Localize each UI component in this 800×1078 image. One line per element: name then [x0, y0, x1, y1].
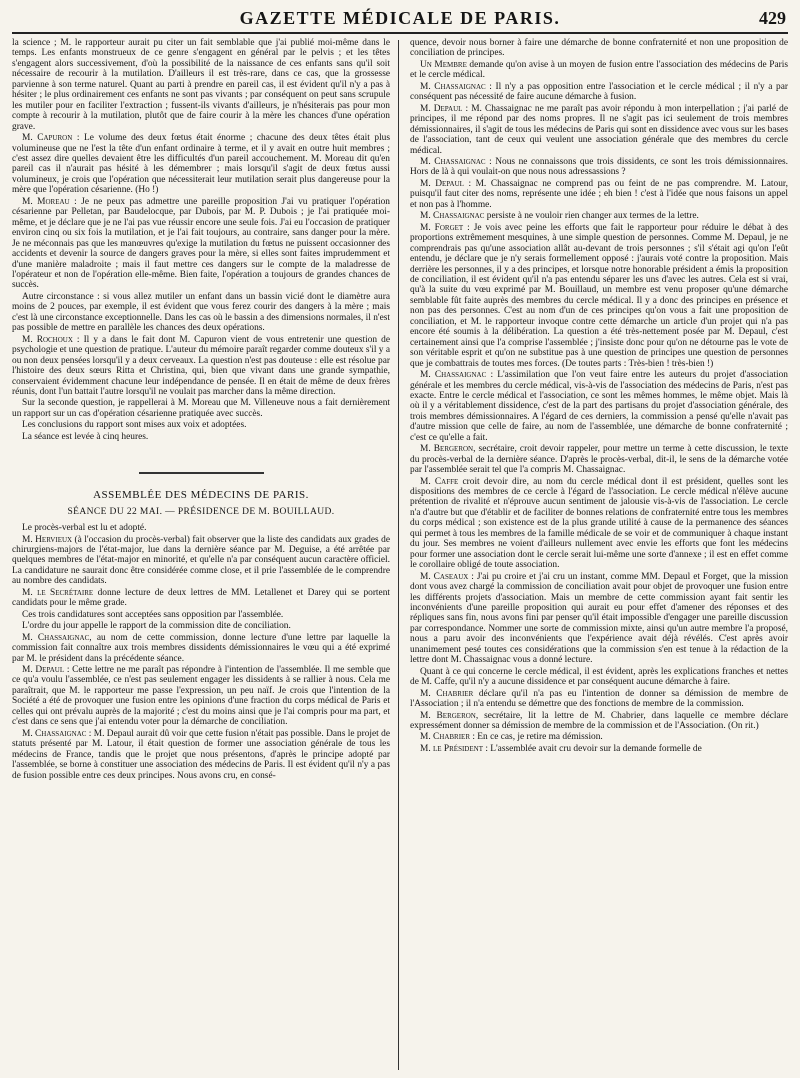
paragraph: la science ; M. le rapporteur aurait pu citer un fait semblable que j'ai publié moi-même dans le temps. Les enfants monstrueux de ce genre s'engagent en général par le pelvis ; et les têtes s'engagent alors successivement, d'où la possibilité de la naissance de ces enfants sans qu'il soit nécessaire de recourir à la mutilation. D'ailleurs il est très-rare, dans ce cas, que la grossesse parvienne à son terme naturel. Quant au parti à prendre en pareil cas, il est évident qu'il n'y a pas à hésiter ; le plus ordinairement ces enfants ne sont pas vivants ; par conséquent on peut sans scrupule les mutiler pour en faciliter l'extraction ; fussent-ils vivants d'ailleurs, je n'hésiterais pas pour mon compte à recourir à la mutilation, plutôt que de faire courir à la mère les chances d'une opération grave. [12, 38, 390, 132]
speaker-name: M. Chassaignac [420, 156, 486, 167]
speaker-name: M. Moreau [22, 196, 70, 207]
paragraph: Sur la seconde question, je rappellerai à M. Moreau que M. Villeneuve nous a fait dernièrement un rapport sur un cas d'opération césarienne pratiquée avec succès. [12, 398, 390, 419]
speaker-name: M. Bergeron [420, 710, 476, 721]
page-number: 429 [759, 8, 786, 28]
paragraph: quence, devoir nous borner à faire une démarche de bonne confraternité et non une proposition de conciliation de principes. [410, 38, 788, 59]
paragraph: M. Depaul : M. Chassaignac ne comprend pas ou feint de ne pas comprendre. M. Latour, puisqu'il faut citer des noms, représente une idée ; eh bien ! c'est à l'idée que nous faisons un appel et non pas à l'homme. [410, 178, 788, 210]
speaker-name: M. Depaul [420, 178, 464, 189]
speaker-name: M. Forget [420, 222, 464, 233]
speaker-name: Un Membre [420, 59, 467, 70]
speaker-name: M. le Président [420, 743, 483, 754]
speaker-name: M. Caffe [420, 476, 459, 487]
paragraph: M. Caseaux : J'ai pu croire et j'ai cru un instant, comme MM. Depaul et Forget, que la mission dont vous avez chargé la commission de conciliation avait pour objet de provoquer une fusion entre les différents projets d'association. Mais un membre de cette commission ayant fait sentir les inconvénients d'une pareille proposition qui aurait eu pour effet d'amener des réponses et des répliques sans fin, nous avons fini par penser qu'il était impossible d'engager une pareille discussion par correspondance. Nommer une sorte de commission mixte, ainsi qu'un autre membre l'a proposé, nous a paru avoir des inconvénients que l'expérience avait déjà révélés. C'est après avoir unanimement pesé toutes ces considérations que la commission s'en est tenue à la rédaction de la lettre dont M. Chassaignac vous a donné lecture. [410, 571, 789, 666]
paragraph: Les conclusions du rapport sont mises aux voix et adoptées. [22, 420, 247, 431]
paragraph: La séance est levée à cinq heures. [22, 431, 149, 442]
paragraph: M. Moreau : Je ne peux pas admettre une pareille proposition J'ai vu pratiquer l'opération césarienne par Pelletan, par Baudelocque, par Dubois, par M. P. Dubois ; je l'ai pratiquée moi-même, et je déclare que je ne l'ai pas vue réussir encore une seule fois. J'ai eu l'occasion de pratiquer environ cinq ou six fois la mutilation, et je l'ai fait toujours, au contraire, sans danger pour la mère. Je ne méconnais pas que les manœuvres qu'exige la mutilation du fœtus ne puissent occasionner des accidents et devenir la source de dangers graves pour la mère, si elles sont faites imprudemment et d'une manière maladroite ; mais il faut mettre ces dangers sur le compte de la maladresse de l'opérateur et non de l'opération elle-même. Bien faite, l'opération a toujours de grandes chances de succès. [12, 196, 390, 291]
speaker-name: M. Hervieux [22, 534, 73, 545]
speaker-name: M. Chassaignac [420, 81, 486, 92]
paragraph: M. Depaul : Cette lettre ne me paraît pas répondre à l'intention de l'assemblée. Il me semble que ce qu'a voulu l'assemblée, ce n'est pas seulement engager les dissidents à se rallier à nous. Cela me paraîtrait, que M. le rapporteur me passe l'expression, un peu naïf. Je crois que l'intention de la Société a été de provoquer une fusion entre les opinions d'une fraction du corps médical de Paris et celles qui ont prévalu auprès de la majorité ; c'est du moins ainsi que je l'ai compris pour ma part, et c'est dans ce sens que j'ai entendu voter pour la démarche de conciliation. [12, 665, 391, 728]
speaker-name: M. Depaul [420, 103, 463, 114]
speaker-name: M. Bergeron [420, 444, 474, 455]
page-header [12, 6, 788, 34]
paragraph: M. Caffe croit devoir dire, au nom du cercle médical dont il est président, quelles sont les dispositions des membres de ce cercle à l'égard de l'association. Le cercle médical n'élève aucune prétention de rivalité et n'éprouve aucun sentiment de jalousie vis-à-vis de l'association. Le cercle n'a d'autre but que d'établir et de faciliter de bonnes relations de confraternité entre tous les membres du corps médical ; son existence est de la plus grande utilité à cause de la permanence des séances qui permet à tous les membres de la famille médicale de se voir et de communiquer à chaque instant du jour. Ses membres ne voient d'ailleurs nullement avec envie les efforts que font les médecins pour former une association dont le cercle serait lui-même une sorte d'annexe ; il est en effet comme le corollaire obligé de toute association. [410, 476, 788, 571]
left-column [12, 38, 390, 782]
paragraph: M. Bergeron, secrétaire, croit devoir rappeler, pour mettre un terme à cette discussion, le texte du procès-verbal de la dernière séance. D'après le procès-verbal, dit-il, le sens de la démarche votée par l'assemblée serait tel que l'a compris M. Chassaignac. [410, 444, 788, 476]
journal-title: GAZETTE MÉDICALE DE PARIS. [239, 8, 561, 28]
paragraph: M. Bergeron, secrétaire, lit la lettre de M. Chabrier, dans laquelle ce membre déclare expressément donner sa démission de membre de la commission et de l'Association. (On rit.) [410, 710, 788, 731]
section-separator [139, 472, 264, 474]
paragraph: M. Chassaignac, au nom de cette commission, donne lecture d'une lettre par laquelle la commission fait connaître aux trois membres dissidents démissionnaires le vœu qui a été exprimé par M. le président dans la précédente séance. [12, 632, 390, 664]
paragraph: M. le Secrétaire donne lecture de deux lettres de MM. Letallenet et Darey qui se portent candidats pour le même grade. [12, 587, 390, 609]
paragraph: L'ordre du jour appelle le rapport de la commission dite de conciliation. [22, 621, 291, 632]
paragraph: Le procès-verbal est lu et adopté. [22, 523, 147, 534]
speaker-name: M. Chassaignac [420, 211, 485, 222]
speaker-name: M. Chassaignac [22, 728, 87, 739]
section-title: ASSEMBLÉE DES MÉDECINS DE PARIS. [93, 489, 309, 502]
paragraph: M. Chassaignac : L'assimilation que l'on veut faire entre les auteurs du projet d'association générale et les membres du cercle médical, vis-à-vis de l'association des médecins de Paris, n'est pas exacte. Entre le cercle médical et l'association, ce sont les mêmes hommes, le même objet. Mais là où il y a véritablement dissidence, c'est de la part des partisans du projet d'association générale, des trois membres démissionnaires. A l'égard de ces derniers, la commission a pensé qu'elle n'avait pas d'autre mission que celle de faire, au nom de l'assemblée, une démarche de bonne confraternité ; c'est ce qu'elle a fait. [410, 370, 788, 443]
paragraph: M. Capuron : Le volume des deux fœtus était énorme ; chacune des deux têtes était plus volumineuse que ne l'est la tête d'un enfant ordinaire à terme, et il y avait en outre huit membres ; c'est assez dire quelles devaient être les difficultés d'un pareil accouchement. M. Moreau dit qu'en pareil cas il n'aurait pas hésité à les démembrer ; mais lorsqu'il s'agit de deux fœtus aussi volumineux, je crois que l'opération que nécessiterait leur mutilation serait plus dangereuse pour la mère que l'opération césarienne. (Ho !) [12, 133, 391, 196]
speaker-name: M. Caseaux [420, 571, 469, 582]
column-divider [398, 40, 399, 1070]
speaker-name: M. Chabrier [420, 732, 471, 743]
speaker-name: M. le Secrétaire [22, 587, 94, 598]
paragraph: M. Chabrier : En ce cas, je retire ma démission. [420, 732, 603, 743]
paragraph: Ces trois candidatures sont acceptées sans opposition par l'assemblée. [22, 609, 284, 620]
speaker-name: M. Chabrier [420, 688, 474, 699]
paragraph: M. Chassaignac : Nous ne connaissons que trois dissidents, ce sont les trois démissionnaires. Hors de là à qui voulait-on que nous nous adressassions ? [410, 156, 788, 178]
paragraph: M. Chabrier déclare qu'il n'a pas eu l'intention de donner sa démission de membre de l'Association ; il n'a entendu se démettre que des fonctions de membre de la commission. [410, 688, 788, 710]
paragraph: Quant à ce qui concerne le cercle médical, il est évident, après les explications franches et nettes de M. Caffe, qu'il n'y a aucune dissidence et par conséquent aucune démarche à faire. [410, 666, 788, 688]
paragraph: Un Membre demande qu'on avise à un moyen de fusion entre l'association des médecins de Paris et le cercle médical. [410, 59, 788, 81]
paragraph: M. Chassaignac : M. Depaul aurait dû voir que cette fusion n'était pas possible. Dans le projet de statuts présenté par M. Latour, il était question de former une association générale de tous les médecins de France, tandis que le projet que nous présentons, d'après le principe adopté par l'assemblée, se borne à constituer une association des médecins de Paris. Il est évident qu'il n'y a pas de fusion possible entre ces deux principes. Nous avons cru, en consé- [12, 728, 390, 781]
right-column [410, 38, 788, 755]
paragraph: M. Hervieux (à l'occasion du procès-verbal) fait observer que la liste des candidats aux grades de chirurgiens-majors de l'état-major, lue dans la dernière séance par M. Deguise, a été arrêtée par quelques membres de l'état-major en minorité, et qu'elle n'a par conséquent aucun caractère officiel. La candidature ne saurait donc être considérée comme close, et il prie l'assemblée de le comprendre au nombre des candidats. [12, 534, 390, 587]
paragraph: M. Chassaignac : Il n'y a pas opposition entre l'association et le cercle médical ; il n'y a par conséquent pas nécessité de faire aucune démarche à fusion. [410, 81, 788, 103]
speaker-name: M. Capuron [22, 133, 73, 144]
speaker-name: M. Chassaignac [22, 632, 90, 643]
speaker-name: M. Depaul [22, 665, 65, 676]
speaker-name: M. Rochoux [22, 334, 73, 345]
paragraph: M. le Président : L'assemblée avait cru devoir sur la demande formelle de [420, 743, 702, 754]
paragraph: M. Rochoux : Il y a dans le fait dont M. Capuron vient de vous entretenir une question de psychologie et une question de pratique. L'auteur du mémoire paraît regarder comme douteux s'il y a ou non deux pensées lorsqu'il y a deux cerveaux. La question n'est pas douteuse : elle est résolue par l'histoire des deux sœurs Ritta et Christina, qui, bien que vivant dans une grande sympathie, conservaient évidemment chacune leur indépendance de pensée. Il en était de même de deux frères réunis, dont l'un battait l'autre lorsqu'il ne voulait pas marcher dans la même direction. [12, 334, 390, 397]
speaker-name: M. Chassaignac [420, 370, 487, 381]
paragraph: M. Chassaignac persiste à ne vouloir rien changer aux termes de la lettre. [420, 211, 699, 222]
paragraph: Autre circonstance : si vous allez mutiler un enfant dans un bassin vicié dont le diamètre aura moins de 2 pouces, par exemple, il est évident que vous ferez courir des dangers à la mère ; mais c'est là une circonstance exceptionnelle. Dans les cas où le bassin a des dimensions normales, il n'est pas possible de mettre en parallèle les chances des deux opérations. [12, 291, 390, 334]
paragraph: M. Depaul : M. Chassaignac ne me paraît pas avoir répondu à mon interpellation ; j'ai parlé de principes, il me répond par des noms propres. Il ne s'agit pas ici seulement de trois membres démissionnaires, il s'agit de tous les médecins de Paris qui sont en dissidence avec vous sur les bases de l'association, tant de ceux qui veulent une association générale que des membres du cercle médical. [410, 103, 788, 156]
paragraph: M. Forget : Je vois avec peine les efforts que fait le rapporteur pour réduire le débat à des proportions extrêmement mesquines, à une simple question de personnes. Comme M. Depaul, je ne comprendrais pas qu'une association allât au-devant de trois personnes ; s'il s'était agi qu'on l'eût entendu, je déclare que je n'y serais formellement opposé : j'aurais voté contre la proposition. Mais derrière les personnes, il y a des principes, et lorsque notre honorable président a émis la proposition de conciliation, il est évident qu'il n'a pas entendu séparer les uns d'avec les autres. Cela est si vrai, qu'à la suite du vœu exprimé par M. Bouillaud, un membre est venu proposer qu'une démarche semblable fût faite auprès des membres du cercle médical. Il y a donc des principes en présence et non pas des personnes. C'est au nom d'un de ces principes qu'on vous a fait une proposition de conciliation, et M. le rapporteur invoque contre cette démarche un article d'un projet qui n'a pas encore été soumis à la délibération. La question a été très-nettement posée par M. Depaul, c'est certainement ainsi que l'a comprise l'assemblée ; j'insiste donc pour qu'on ne détourne pas le vote de son véritable esprit et qu'on ne substitue pas à une question de principes une question de personnes que je combattrais de toutes mes forces. (De toutes parts : Très-bien ! très-bien !) [410, 222, 788, 369]
section-subtitle: SÉANCE DU 22 MAI. — PRÉSIDENCE DE M. BOUILLAUD. [67, 506, 335, 517]
